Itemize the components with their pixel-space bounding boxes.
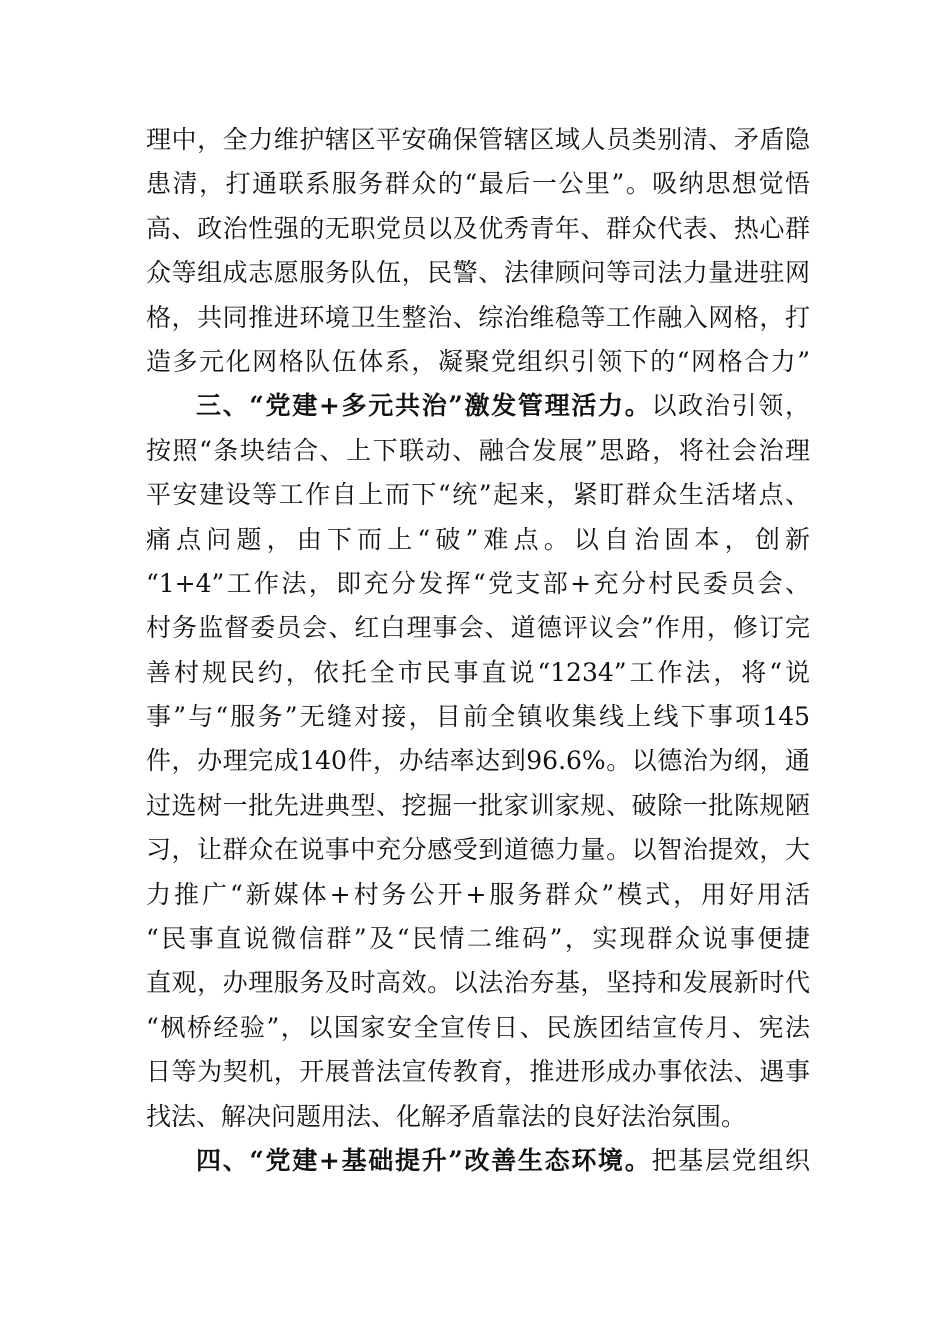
text-line: 按照“条块结合、上下联动、融合发展”思路，将社会治理 [146,435,810,465]
text-line: “1+4”工作法，即充分发挥“党支部+充分村民委员会、 [146,568,810,598]
paragraph-first-line [146,384,810,428]
text-line: “民事直说微信群”及“民情二维码”，实现群众说事便捷 [146,924,810,954]
text-line: 日等为契机，开展普法宣传教育，推进形成办事依法、遇事 [146,1057,810,1087]
text-line: 村务监督委员会、红白理事会、道德评议会”作用，修订完 [146,613,810,643]
text-line: 习，让群众在说事中充分感受到道德力量。以智治提效，大 [146,835,810,865]
text-line: 理中，全力维护辖区平安确保管辖区域人员类别清、矛盾隐 [146,125,810,154]
text-line: 造多元化网格队伍体系，凝聚党组织引领下的“网格合力” [146,346,810,376]
text-line: 直观，办理服务及时高效。以法治夯基，坚持和发展新时代 [146,968,810,998]
text-line: “枫桥经验”，以国家安全宣传日、民族团结宣传月、宪法 [146,1012,810,1042]
text-line: 力推广“新媒体+村务公开+服务群众”模式，用好用活 [146,879,810,909]
text-line: 众等组成志愿服务队伍，民警、法律顾问等司法力量进驻网 [146,258,810,288]
text-line: 格，共同推进环境卫生整治、综治维稳等工作融入网格，打 [146,302,810,332]
text-line: 过选树一批先进典型、挖掘一批家训家规、破除一批陈规陋 [146,790,810,820]
text-line: 找法、解决问题用法、化解矛盾靠法的良好法治氛围。 [146,1101,747,1131]
text-line: 事”与“服务”无缝对接，目前全镇收集线上线下事项145 [146,702,810,732]
text-line: 痛点问题，由下而上“破”难点。以自治固本，创新 [146,524,810,554]
paragraph-first-line [146,1139,810,1183]
paragraph-text: 把基层党组织 [651,1145,810,1175]
section-heading-four: 四、“党建+基础提升”改善生态环境。 [196,1145,652,1175]
paragraph-text: 以政治引领， [651,391,810,421]
document-body [146,118,810,1183]
section-heading-three: 三、“党建+多元共治”激发管理活力。 [196,391,652,421]
text-line: 患清，打通联系服务群众的“最后一公里”。吸纳思想觉悟 [146,169,810,199]
text-line: 平安建设等工作自上而下“统”起来，紧盯群众生活堵点、 [146,480,810,510]
text-line: 件，办理完成140件，办结率达到96.6%。以德治为纲，通 [146,746,810,776]
text-line: 善村规民约，依托全市民事直说“1234”工作法，将“说 [146,657,810,687]
text-line: 高、政治性强的无职党员以及优秀青年、群众代表、热心群 [146,213,810,243]
